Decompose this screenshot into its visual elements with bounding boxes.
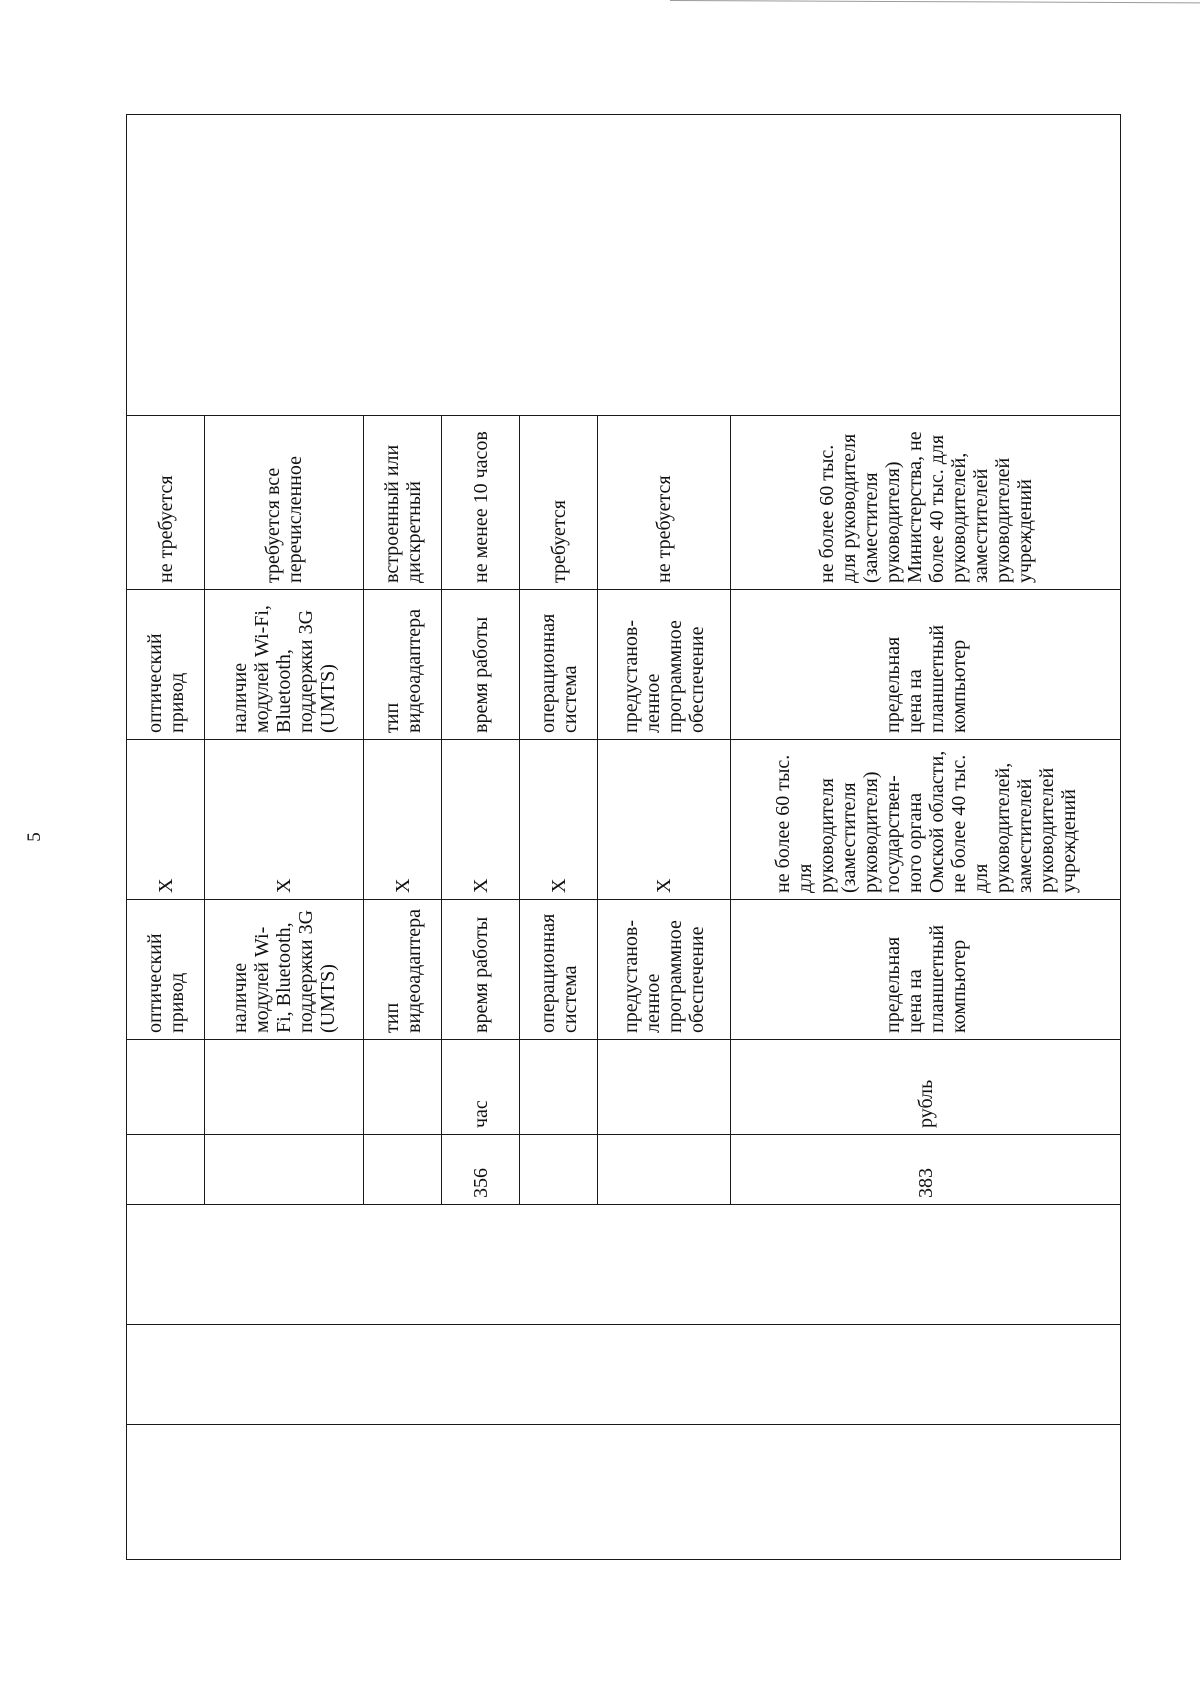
characteristic-value-cell: X: [205, 740, 364, 900]
characteristic-name-cell: предельная цена на планшетный компьютер: [731, 900, 1121, 1040]
characteristic-value-cell: X: [127, 740, 205, 900]
characteristic-name-cell: оптический привод: [127, 900, 205, 1040]
unit-cell: [520, 1040, 598, 1135]
characteristic-name-cell: наличие модулей Wi-Fi, Bluetooth, поддержки 3G (UMTS): [205, 590, 364, 740]
unit-cell: [598, 1040, 731, 1135]
unit-cell: [127, 1040, 205, 1135]
row-number-cell: [205, 1135, 364, 1205]
empty-column-last: [127, 115, 1121, 416]
empty-column-3: [127, 1205, 1121, 1325]
characteristic-value-cell: не требуется: [598, 416, 731, 590]
characteristic-name-cell: тип видеоадаптера: [364, 590, 442, 740]
characteristic-value-cell: X: [598, 740, 731, 900]
characteristic-name-cell: предустанов-ленное программное обеспечение: [598, 900, 731, 1040]
characteristic-name-cell: оптический привод: [127, 590, 205, 740]
row-number-cell: 383: [731, 1135, 1121, 1205]
characteristic-value-cell: не требуется: [127, 416, 205, 590]
characteristic-name-cell: предельная цена на планшетный компьютер: [731, 590, 1121, 740]
unit-cell: [205, 1040, 364, 1135]
unit-cell: рубль: [731, 1040, 1121, 1135]
empty-column-1: [127, 1425, 1121, 1560]
row-number-cell: [127, 1135, 205, 1205]
row-number-cell: 356: [442, 1135, 520, 1205]
characteristic-name-cell: наличие модулей Wi-Fi, Bluetooth, поддержки 3G (UMTS): [205, 900, 364, 1040]
characteristic-name-cell: операционная система: [520, 900, 598, 1040]
characteristic-name-cell: предустанов-ленное программное обеспечение: [598, 590, 731, 740]
row-number-cell: [598, 1135, 731, 1205]
page-number: 5: [23, 832, 45, 842]
rotated-table-sheet: [126, 115, 1120, 1560]
requirements-table: [126, 114, 1121, 1560]
characteristic-name-cell: время работы: [442, 590, 520, 740]
characteristic-value-cell: встроенный или дискретный: [364, 416, 442, 590]
row-number-cell: [520, 1135, 598, 1205]
characteristic-name-cell: тип видеоадаптера: [364, 900, 442, 1040]
row-number-cell: [364, 1135, 442, 1205]
characteristic-value-cell: X: [364, 740, 442, 900]
unit-cell: час: [442, 1040, 520, 1135]
scan-edge-line: [670, 0, 1200, 9]
characteristic-value-cell: X: [442, 740, 520, 900]
characteristic-name-cell: время работы: [442, 900, 520, 1040]
characteristic-value-cell: не более 60 тыс. для руководителя (заместителя руководителя) государствен-ного органа Омской области, не более 40 тыс. для руководителей, заместителей руководителей учреждений: [731, 740, 1121, 900]
unit-cell: [364, 1040, 442, 1135]
characteristic-value-cell: не более 60 тыс. для руководителя (заместителя руководителя) Министерства, не более 40 тыс. для руководителей, заместителей руководителей учреждений: [731, 416, 1121, 590]
characteristic-value-cell: требуется все перечисленное: [205, 416, 364, 590]
characteristic-name-cell: операционная система: [520, 590, 598, 740]
table-row: [127, 115, 205, 1560]
characteristic-value-cell: требуется: [520, 416, 598, 590]
empty-column-2: [127, 1325, 1121, 1425]
characteristic-value-cell: X: [520, 740, 598, 900]
characteristic-value-cell: не менее 10 часов: [442, 416, 520, 590]
